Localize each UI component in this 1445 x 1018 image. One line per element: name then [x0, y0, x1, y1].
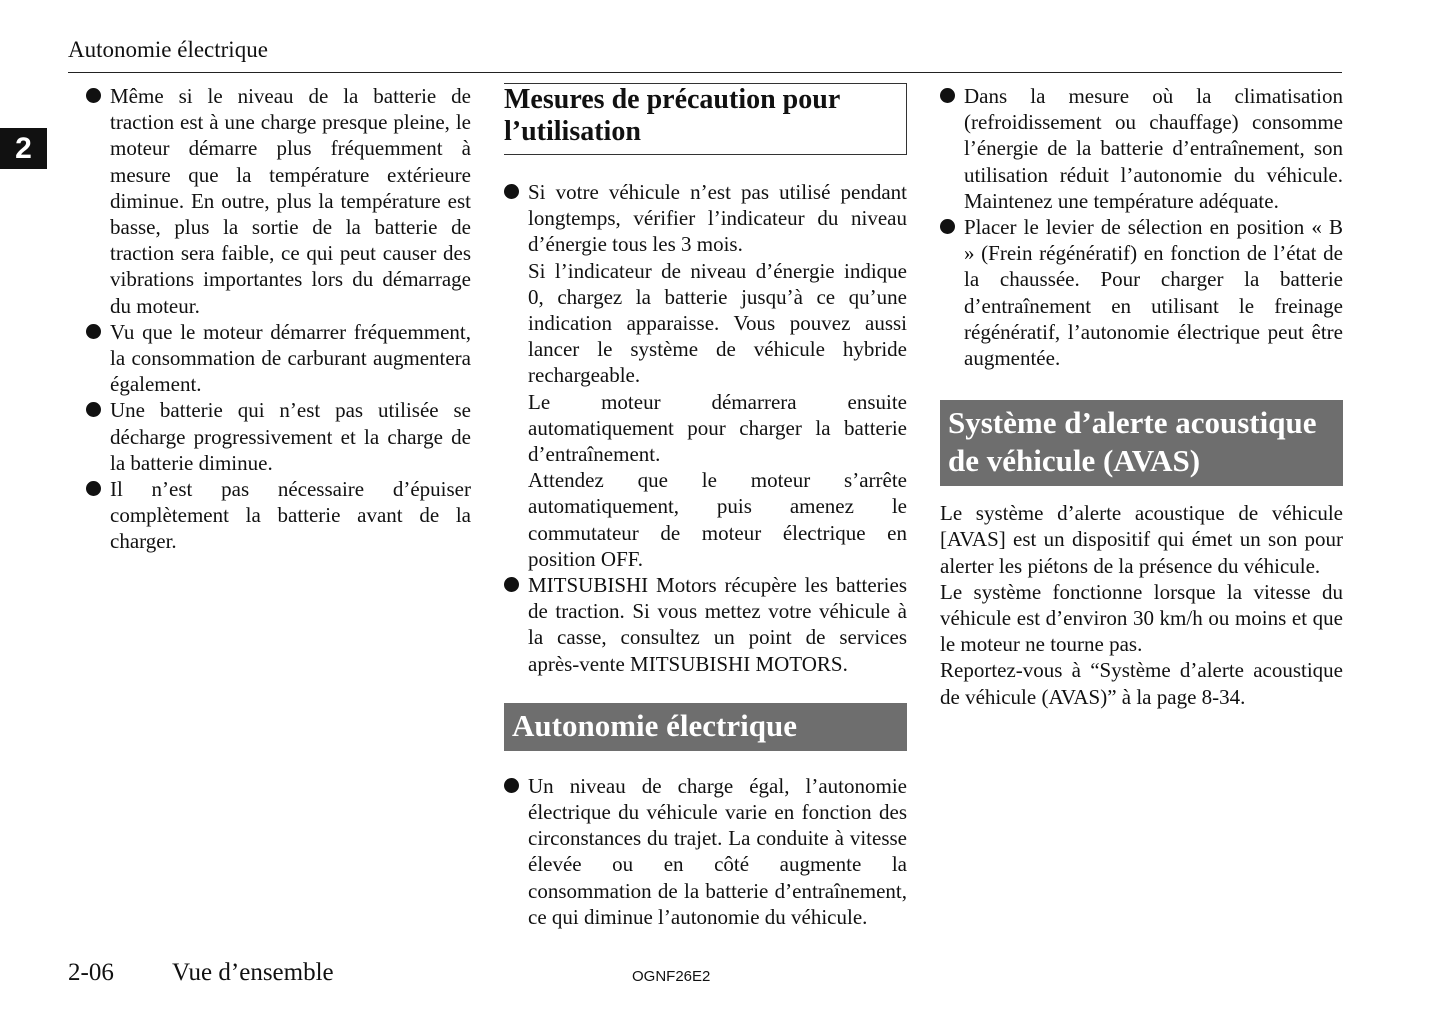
bullet-paragraph: Il n’est pas nécessaire d’épuiser complètement la batterie avant de la charger. [110, 477, 471, 554]
bullet-icon [504, 778, 519, 793]
precautions-heading: Mesures de précaution pour l’utilisation [504, 83, 907, 155]
right-bullet-list [940, 83, 1343, 371]
bullet-paragraph: MITSUBISHI Motors récupère les batteries de traction. Si vous mettez votre véhicule à la casse, consultez un point de services après-vente MITSUBISHI MOTORS. [528, 573, 907, 676]
bullet-item [86, 319, 471, 398]
left-bullet-list [86, 83, 471, 555]
bullet-paragraph: Attendez que le moteur s’arrête automatiquement, puis amenez le commutateur de moteur électrique en position OFF. [528, 468, 907, 571]
avas-body [940, 500, 1343, 710]
bullet-item [86, 83, 471, 319]
bullet-icon [504, 184, 519, 199]
bullet-icon [86, 481, 101, 496]
bullet-item [940, 83, 1343, 214]
avas-paragraph: Le système fonctionne lorsque la vitesse du véhicule est d’environ 30 km/h ou moins et que le moteur ne tourne pas. [940, 579, 1343, 657]
bullet-paragraph: Dans la mesure où la climatisation (refroidissement ou chauffage) consomme l’énergie de la batterie d’entraînement, son utilisation réduit l’autonomie du véhicule. Maintenez une température adéquate. [964, 84, 1343, 213]
chapter-tab: 2 [0, 128, 47, 169]
bullet-item [504, 572, 907, 677]
bullet-paragraph: Même si le niveau de la batterie de traction est à une charge presque pleine, le moteur démarre plus fréquemment à mesure que la température extérieure diminue. En outre, plus la température est basse, plus la sortie de la batterie de traction sera faible, ce qui peut causer des vibrations importantes lors du démarrage du moteur. [110, 84, 471, 318]
running-header-title: Autonomie électrique [68, 37, 268, 62]
bullet-icon [504, 577, 519, 592]
document-code: OGNF26E2 [632, 968, 711, 985]
bullet-item [504, 773, 907, 930]
avas-paragraph: Reportez-vous à “Système d’alerte acoustique de véhicule (AVAS)” à la page 8-34. [940, 658, 1343, 709]
bullet-item [940, 214, 1343, 371]
precautions-bullet-list [504, 179, 907, 677]
avas-heading: Système d’alerte acoustique de véhicule (AVAS) [940, 400, 1343, 486]
bullet-icon [86, 324, 101, 339]
bullet-item [504, 179, 907, 572]
bullet-paragraph: Si votre véhicule n’est pas utilisé pendant longtemps, vérifier l’indicateur du niveau d’énergie tous les 3 mois. [528, 180, 907, 257]
bullet-icon [86, 88, 101, 103]
bullet-icon [86, 402, 101, 417]
autonomie-bullet-list [504, 773, 907, 930]
header-rule [68, 72, 1342, 73]
bullet-icon [940, 88, 955, 103]
bullet-item [86, 397, 471, 476]
bullet-paragraph: Si l’indicateur de niveau d’énergie indique 0, chargez la batterie jusqu’à ce qu’une indication apparaisse. Vous pouvez aussi lancer le système de véhicule hybride rechargeable. [528, 258, 907, 388]
avas-paragraph: Le système d’alerte acoustique de véhicule [AVAS] est un dispositif qui émet un son pour alerter les piétons de la présence du véhicule. [940, 501, 1343, 578]
bullet-paragraph: Une batterie qui n’est pas utilisée se décharge progressivement et la charge de la batterie diminue. [110, 398, 471, 475]
bullet-paragraph: Placer le levier de sélection en position « B » (Frein régénératif) en fonction de l’état de la chaussée. Pour charger la batterie d’entraînement en utilisant le freinage régénératif, l’autonomie électrique peut être augmentée. [964, 215, 1343, 371]
bullet-icon [940, 219, 955, 234]
middle-column [504, 83, 907, 930]
bullet-paragraph: Vu que le moteur démarrer fréquemment, la consommation de carburant augmentera également. [110, 319, 471, 397]
bullet-item [86, 476, 471, 555]
autonomie-heading: Autonomie électrique [504, 703, 907, 751]
left-column [86, 83, 471, 555]
bullet-paragraph: Le moteur démarrera ensuite automatiquement pour charger la batterie d’entraînement. [528, 389, 907, 467]
right-column [940, 83, 1343, 710]
section-title: Vue d’ensemble [172, 959, 334, 986]
bullet-paragraph: Un niveau de charge égal, l’autonomie électrique du véhicule varie en fonction des circonstances du trajet. La conduite à vitesse élevée ou en côté augmente la consommation de la batterie d’entraînement, ce qui diminue l’autonomie du véhicule. [528, 773, 907, 929]
page-number: 2-06 [68, 959, 114, 986]
